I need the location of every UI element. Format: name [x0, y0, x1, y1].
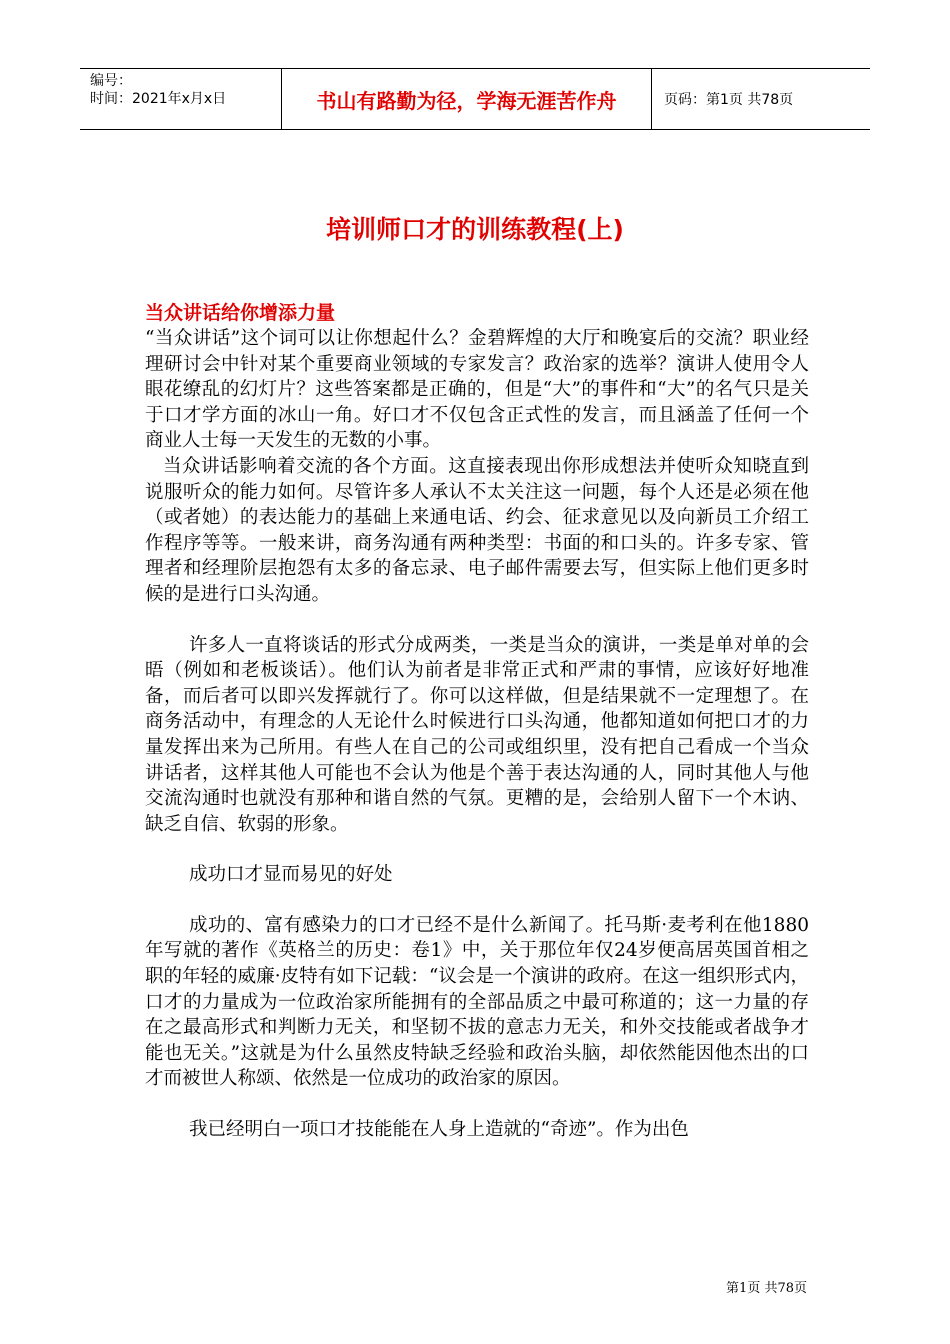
- header-page: 页码：第1页 共78页: [664, 92, 794, 108]
- page-header: [80, 68, 870, 130]
- header-date: 时间：2021年x月x日: [90, 91, 227, 107]
- paragraph-4: 成功的、富有感染力的口才已经不是什么新闻了。托马斯·麦考利在他1880年写就的著作《英格兰的历史：卷1》中，关于那位年仅24岁便高居英国首相之职的年轻的威廉·皮特有如下记载：“议会是一个演讲的政府。在这一组织形式内，口才的力量成为一位政治家所能拥有的全部品质之中最可称道的；这一力量的存在之最高形式和判断力无关，和坚韧不拔的意志力无关，和外交技能或者战争才能也无关。”这就是为什么虽然皮特缺乏经验和政治头脑，却依然能因他杰出的口才而被世人称颂、依然是一位成功的政治家的原因。: [145, 914, 809, 1090]
- paragraph-2: 当众讲话影响着交流的各个方面。这直接表现出你形成想法并使听众知晓直到说服听众的能力如何。尽管许多人承认不太关注这一问题，每个人还是必须在他（或者她）的表达能力的基础上来通电话、约会、征求意见以及向新员工介绍工作程序等等。一般来讲，商务沟通有两种类型：书面的和口头的。许多专家、管理者和经理阶层抱怨有太多的备忘录、电子邮件需要去写，但实际上他们更多时候的是进行口头沟通。: [145, 455, 809, 605]
- page-footer: 第1页 共78页: [726, 1281, 807, 1296]
- paragraph-5: 我已经明白一项口才技能能在人身上造就的“奇迹”。作为出色: [189, 1119, 689, 1141]
- paragraph-1: “当众讲话”这个词可以让你想起什么？金碧辉煌的大厅和晚宴后的交流？职业经理研讨会中针对某个重要商业领域的专家发言？政治家的选举？演讲人使用令人眼花缭乱的幻灯片？这些答案都是正确的，但是“大”的事件和“大”的名气只是关于口才学方面的冰山一角。好口才不仅包含正式性的发言，而且涵盖了任何一个商业人士每一天发生的无数的小事。: [145, 328, 809, 452]
- section-heading: 当众讲话给你增添力量: [145, 302, 336, 324]
- header-number: 编号：: [90, 73, 132, 89]
- header-meta: [80, 69, 282, 129]
- document-title: 培训师口才的训练教程(上): [326, 215, 624, 244]
- header-motto: 书山有路勤为径，学海无涯苦作舟: [282, 69, 652, 129]
- document-body: [145, 300, 809, 1143]
- subheading-benefits: 成功口才显而易见的好处: [189, 864, 393, 886]
- paragraph-3: 许多人一直将谈话的形式分成两类，一类是当众的演讲，一类是单对单的会晤（例如和老板谈话）。他们认为前者是非常正式和严肃的事情，应该好好地准备，而后者可以即兴发挥就行了。你可以这样做，但是结果就不一定理想了。在商务活动中，有理念的人无论什么时候进行口头沟通，他都知道如何把口才的力量发挥出来为己所用。有些人在自己的公司或组织里，没有把自己看成一个当众讲话者，这样其他人可能也不会认为他是个善于表达沟通的人，同时其他人与他交流沟通时也就没有那种和谐自然的气氛。更糟的是，会给别人留下一个木讷、缺乏自信、软弱的形象。: [145, 634, 809, 835]
